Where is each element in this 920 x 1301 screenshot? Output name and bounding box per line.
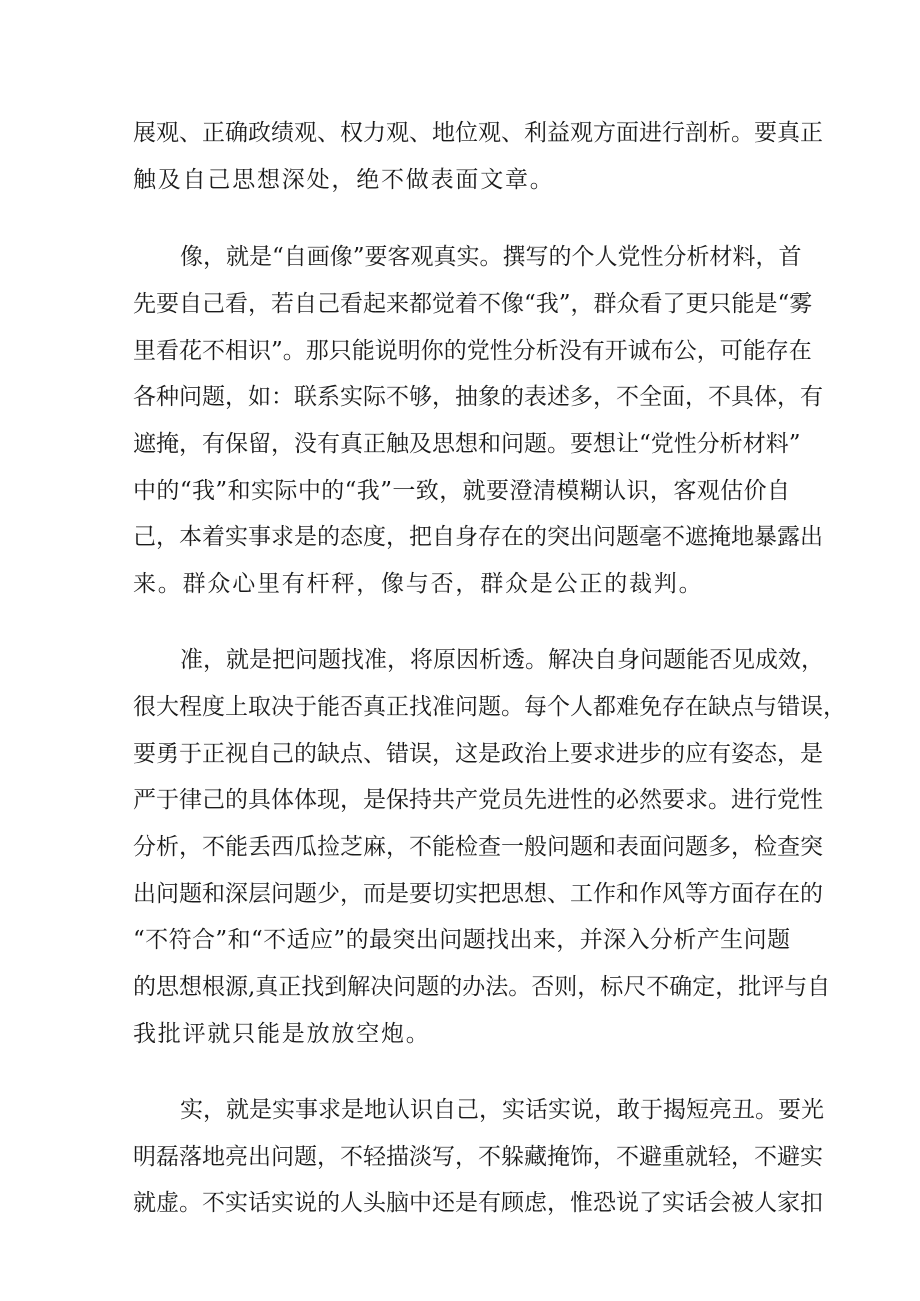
paragraph-line: 分析，不能丢西瓜捡芝麻，不能检查一般问题和表面问题多，检查突: [133, 834, 823, 860]
paragraph-line: 出问题和深层问题少，而是要切实把思想、工作和作风等方面存在的: [133, 881, 823, 907]
paragraph-line: 遮掩，有保留，没有真正触及思想和问题。要想让“党性分析材料”: [133, 431, 801, 457]
paragraph-line: 很大程度上取决于能否真正找准问题。每个人都难免存在缺点与错误，: [133, 694, 846, 720]
paragraph-line: 就虚。不实话实说的人头脑中还是有顾虑，惟恐说了实话会被人家扣: [133, 1190, 823, 1216]
paragraph-line: 实，就是实事求是地认识自己，实话实说，敢于揭短亮丑。要光: [180, 1097, 824, 1123]
paragraph-line: 里看花不相识”。那只能说明你的党性分析没有开诚布公，可能存在: [133, 338, 812, 364]
paragraph-line: 己，本着实事求是的态度，把自身存在的突出问题毫不遮掩地暴露出: [133, 524, 823, 550]
paragraph-line: 明磊落地亮出问题，不轻描淡写，不躲藏掩饰，不避重就轻，不避实: [133, 1144, 823, 1170]
paragraph-line: 的思想根源,真正找到解决问题的办法。否则，标尺不确定，批评与自: [133, 974, 831, 1000]
paragraph-line: 我批评就只能是放放空炮。: [133, 1021, 431, 1047]
paragraph-line: 触及自己思想深处，绝不做表面文章。: [133, 167, 555, 193]
paragraph-line: 严于律己的具体体现，是保持共产党员先进性的必然要求。进行党性: [133, 787, 823, 813]
paragraph-line: 准，就是把问题找准，将原因析透。解决自身问题能否见成效，: [180, 647, 824, 673]
paragraph-line: 各种问题，如：联系实际不够，抽象的表述多，不全面，不具体，有: [133, 384, 823, 410]
paragraph-line: 要勇于正视自己的缺点、错误，这是政治上要求进步的应有姿态，是: [133, 741, 823, 767]
paragraph-line: 展观、正确政绩观、权力观、地位观、利益观方面进行剖析。要真正: [133, 120, 823, 146]
paragraph-line: 先要自己看，若自己看起来都觉着不像“我”，群众看了更只能是“雾: [133, 291, 813, 317]
paragraph-line: 来。群众心里有杆秤，像与否，群众是公正的裁判。: [133, 571, 704, 597]
paragraph-line: 中的“我”和实际中的“我”一致，就要澄清模糊认识，客观估价自: [133, 478, 790, 504]
paragraph-line: “不符合”和“不适应”的最突出问题找出来，并深入分析产生问题: [133, 927, 790, 953]
paragraph-line: 像，就是“自画像”要客观真实。撰写的个人党性分析材料，首: [180, 244, 802, 270]
